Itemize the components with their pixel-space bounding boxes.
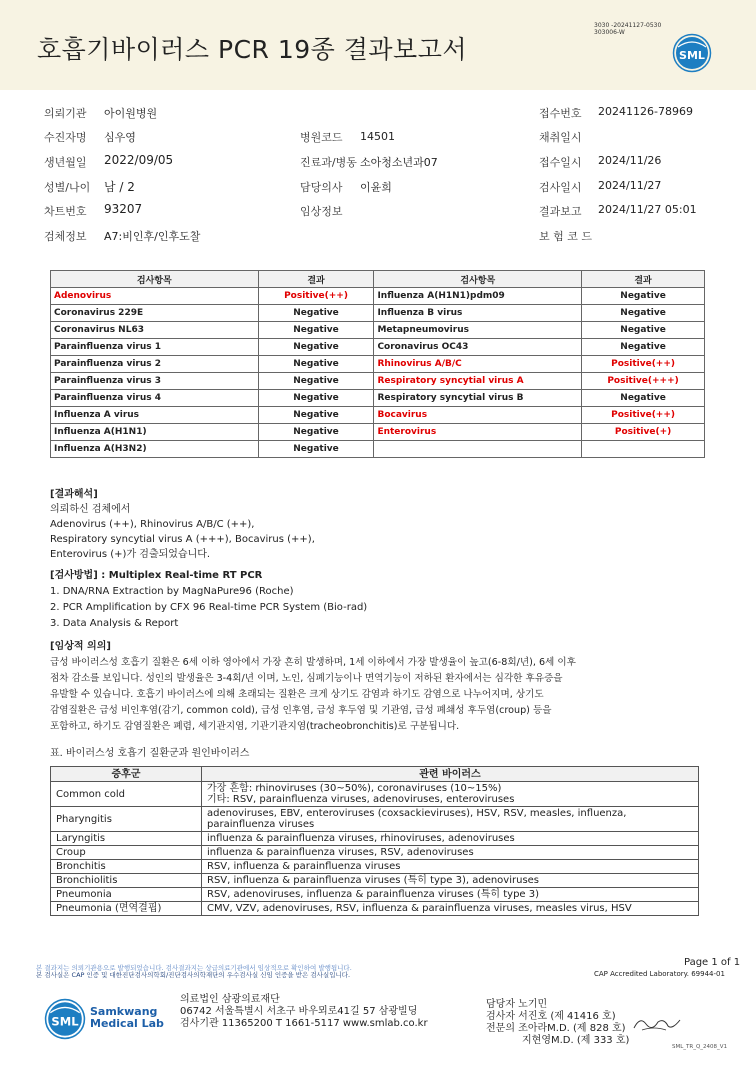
org-address: 06742 서울특별시 서초구 바우뫼로41길 57 삼광빌딩 [180,1006,418,1017]
hospital-code-label: 병원코드 [300,131,343,144]
result-row [51,339,705,356]
virus-cell [202,846,699,860]
disease-table [50,766,699,916]
org-phone: 검사기관 11365200 T 1661-5117 www.smlab.co.kr [180,1018,428,1029]
clinical-line: 점차 감소를 보입니다. 성인의 발생율은 3-4회/년 이며, 노인, 심폐기능이나 면역기능이 저하된 환자에서는 심각한 후유증을 [50,673,563,684]
signature-icon [632,1012,682,1034]
virus-line: adenoviruses, EBV, enteroviruses (coxsackieviruses), HSV, RSV, measles, influenza, [207,808,627,819]
report-title: 호흡기바이러스 PCR 19종 결과보고서 [37,35,468,64]
test-item-cell: Coronavirus 229E [51,305,259,322]
institution-label: 의뢰기관 [44,107,87,120]
test-item-cell: Metapneumovirus [374,322,582,339]
footer-address [180,994,428,1030]
results-table [50,270,705,458]
footer-brand [90,1006,164,1030]
birth-label: 생년월일 [44,156,87,169]
result-cell: Negative [258,356,374,373]
virus-line: 가장 흔함: rhinoviruses (30~50%), coronaviruses (10~15%) [207,783,502,794]
virus-cell [202,874,699,888]
col-test-item: 검사항목 [374,271,582,288]
disease-row [51,860,699,874]
test-item-cell: Influenza A(H3N2) [51,441,259,458]
syndrome-cell: Bronchitis [51,860,202,874]
brand-name-1: Samkwang [90,1005,158,1018]
test-item-cell: Influenza A(H1N1)pdm09 [374,288,582,305]
virus-line: 기타: RSV, parainfluenza viruses, adenoviruses, enteroviruses [207,794,515,805]
document-id [594,22,661,36]
result-cell: Negative [258,322,374,339]
test-item-cell: Coronavirus NL63 [51,322,259,339]
hospital-code-value: 14501 [360,130,395,143]
result-cell: Negative [258,424,374,441]
clinical-line: 포함하고, 하기도 감염질환은 폐렴, 세기관지염, 기관기관지염(tracheobronchitis)로 구분됩니다. [50,721,460,732]
syndrome-cell: Pharyngitis [51,807,202,832]
doctor-value: 이윤희 [360,181,392,194]
test-item-cell: Parainfluenza virus 2 [51,356,259,373]
institution-value: 아이원병원 [104,107,158,120]
page-number: Page 1 of 1 [684,957,741,968]
collection-date-label: 채취일시 [539,131,582,144]
doc-id-line-1: 3030 -20241127-0530 [594,22,662,29]
footer-note-2: 본 검사실은 CAP 인증 및 대한진단검사의학회/진단검사의학재단의 우수검사실 신임 인증을 받은 검사실입니다. [36,971,351,979]
disease-row [51,832,699,846]
test-item-cell [374,441,582,458]
staff-line: 담당자 노기민 [486,999,548,1010]
virus-line: RSV, influenza & parainfluenza viruses [207,861,401,872]
clinical-line: 감염질환은 급성 비인후염(감기, common cold), 급성 인후염, 급성 후두염 및 기관염, 급성 폐쇄성 후두염(croup) 등을 [50,705,552,716]
disease-row [51,782,699,807]
virus-cell [202,888,699,902]
chart-no-value: 93207 [104,202,143,216]
result-cell: Negative [258,339,374,356]
clinical-section [50,639,690,735]
result-row [51,373,705,390]
disease-row [51,902,699,916]
virus-line: RSV, influenza & parainfluenza viruses (특히 type 3), adenoviruses [207,875,540,886]
doctor-label: 담당의사 [300,181,343,194]
col-test-item: 검사항목 [51,271,259,288]
result-row [51,305,705,322]
insurance-code-label: 보 험 코 드 [539,230,592,243]
sex-age-value: 남 / 2 [104,180,135,194]
report-date-label: 결과보고 [539,205,582,218]
sex-age-label: 성별/나이 [44,181,91,194]
test-item-cell: Influenza B virus [374,305,582,322]
test-item-cell: Respiratory syncytial virus B [374,390,582,407]
svg-text:SML: SML [51,1014,79,1029]
col-related-virus: 관련 바이러스 [202,767,699,782]
receipt-date-label: 접수일시 [539,156,582,169]
result-row [51,424,705,441]
cap-accreditation: CAP Accredited Laboratory. 69944-01 [594,970,725,978]
interpretation-heading: [결과해석] [50,489,98,500]
syndrome-cell: Laryngitis [51,832,202,846]
sml-footer-logo-icon [44,998,86,1040]
method-heading: [검사방법] : Multiplex Real-time RT PCR [50,570,263,581]
doc-id-line-2: 303006-W [594,29,625,36]
virus-cell [202,807,699,832]
clinical-line: 유발할 수 있습니다. 호흡기 바이러스에 의해 초래되는 질환은 크게 상기도 감염과 하기도 감염으로 나누어지며, 상기도 [50,689,544,700]
clinical-info-label: 임상정보 [300,205,343,218]
virus-line: RSV, adenoviruses, influenza & parainfluenza viruses (특히 type 3) [207,889,540,900]
virus-line: influenza & parainfluenza viruses, rhinoviruses, adenoviruses [207,833,515,844]
test-item-cell: Bocavirus [374,407,582,424]
staff-line: 전문의 조아라M.D. (제 828 호) [486,1023,626,1034]
result-cell: Positive(+++) [582,373,705,390]
virus-cell [202,782,699,807]
col-result: 결과 [258,271,374,288]
receipt-date-value: 2024/11/26 [598,154,662,167]
result-cell: Negative [258,390,374,407]
test-item-cell: Coronavirus OC43 [374,339,582,356]
virus-line: influenza & parainfluenza viruses, RSV, adenoviruses [207,847,474,858]
result-cell: Positive(++) [258,288,374,305]
virus-line: CMV, VZV, adenoviruses, RSV, influenza & parainfluenza viruses, measles virus, HSV [207,903,632,914]
result-cell: Negative [258,305,374,322]
method-section [50,568,367,632]
disease-header-row [51,767,699,782]
footer-note-1: 본 결과지는 의뢰기관용으로 발행되었습니다. 검사결과지는 상급의료기관에서 임상적으로 확인하여 발행됩니다. [36,964,352,972]
virus-cell [202,902,699,916]
sml-logo-icon [672,33,712,73]
interpretation-line: Respiratory syncytial virus A (+++), Bocavirus (++), [50,534,315,545]
virus-line: parainfluenza viruses [207,819,315,830]
birth-value: 2022/09/05 [104,153,174,167]
disease-table-caption: 표. 바이러스성 호흡기 질환군과 원인바이러스 [50,748,250,759]
result-row [51,441,705,458]
staff-line: 지현영M.D. (제 333 호) [522,1035,630,1046]
virus-cell [202,860,699,874]
interpretation-line: 의뢰하신 검체에서 [50,504,131,515]
result-cell: Negative [258,407,374,424]
receipt-no-value: 20241126-78969 [598,105,693,118]
test-item-cell: Influenza A(H1N1) [51,424,259,441]
disease-row [51,807,699,832]
result-cell: Negative [258,373,374,390]
result-cell: Positive(+) [582,424,705,441]
test-item-cell: Respiratory syncytial virus A [374,373,582,390]
method-line: 2. PCR Amplification by CFX 96 Real-time PCR System (Bio-rad) [50,602,368,613]
syndrome-cell: Pneumonia (면역결핍) [51,902,202,916]
name-value: 심우영 [104,131,136,144]
test-item-cell: Rhinovirus A/B/C [374,356,582,373]
disease-row [51,846,699,860]
test-item-cell: Parainfluenza virus 1 [51,339,259,356]
result-row [51,322,705,339]
svg-text:SML: SML [679,49,705,62]
dept-value: 소아청소년과07 [360,156,438,169]
report-date-value: 2024/11/27 05:01 [598,203,697,216]
interpretation-line: Adenovirus (++), Rhinovirus A/B/C (++), [50,519,255,530]
name-label: 수진자명 [44,131,87,144]
interpretation-section [50,487,315,562]
col-syndrome: 증후군 [51,767,202,782]
test-item-cell: Parainfluenza virus 3 [51,373,259,390]
test-date-label: 검사일시 [539,181,582,194]
clinical-line: 급성 바이러스성 호흡기 질환은 6세 이하 영아에서 가장 흔히 발생하며, 1세 이하에서 가장 발생율이 높고(6-8회/년), 6세 이후 [50,657,576,668]
disease-row [51,874,699,888]
receipt-no-label: 접수번호 [539,107,582,120]
interpretation-line: Enterovirus (+)가 검출되었습니다. [50,549,211,560]
result-cell [582,441,705,458]
footer-staff [486,999,629,1047]
result-cell: Negative [582,305,705,322]
result-cell: Negative [582,288,705,305]
syndrome-cell: Pneumonia [51,888,202,902]
test-item-cell: Influenza A virus [51,407,259,424]
result-row [51,356,705,373]
clinical-heading: [임상적 의의] [50,641,111,652]
test-item-cell: Adenovirus [51,288,259,305]
specimen-label: 검체정보 [44,230,87,243]
test-item-cell: Parainfluenza virus 4 [51,390,259,407]
result-cell: Negative [582,390,705,407]
result-cell: Positive(++) [582,356,705,373]
col-result: 결과 [582,271,705,288]
specimen-value: A7:비인후/인후도찰 [104,230,201,243]
org-name: 의료법인 삼광의료재단 [180,994,280,1005]
results-header-row [51,271,705,288]
syndrome-cell: Common cold [51,782,202,807]
staff-line: 검사자 서진호 (제 41416 호) [486,1011,616,1022]
syndrome-cell: Croup [51,846,202,860]
method-line: 1. DNA/RNA Extraction by MagNaPure96 (Roche) [50,586,294,597]
virus-cell [202,832,699,846]
brand-name-2: Medical Lab [90,1017,164,1030]
result-row [51,288,705,305]
result-cell: Negative [582,322,705,339]
method-line: 3. Data Analysis & Report [50,618,179,629]
result-cell: Positive(++) [582,407,705,424]
syndrome-cell: Bronchiolitis [51,874,202,888]
result-cell: Negative [582,339,705,356]
result-row [51,407,705,424]
result-row [51,390,705,407]
test-item-cell: Enterovirus [374,424,582,441]
result-cell: Negative [258,441,374,458]
chart-no-label: 차트번호 [44,205,87,218]
form-code: SML_TR_Q_2408_V1 [672,1044,728,1050]
test-date-value: 2024/11/27 [598,179,662,192]
dept-label: 진료과/병동 [300,156,357,169]
disease-row [51,888,699,902]
